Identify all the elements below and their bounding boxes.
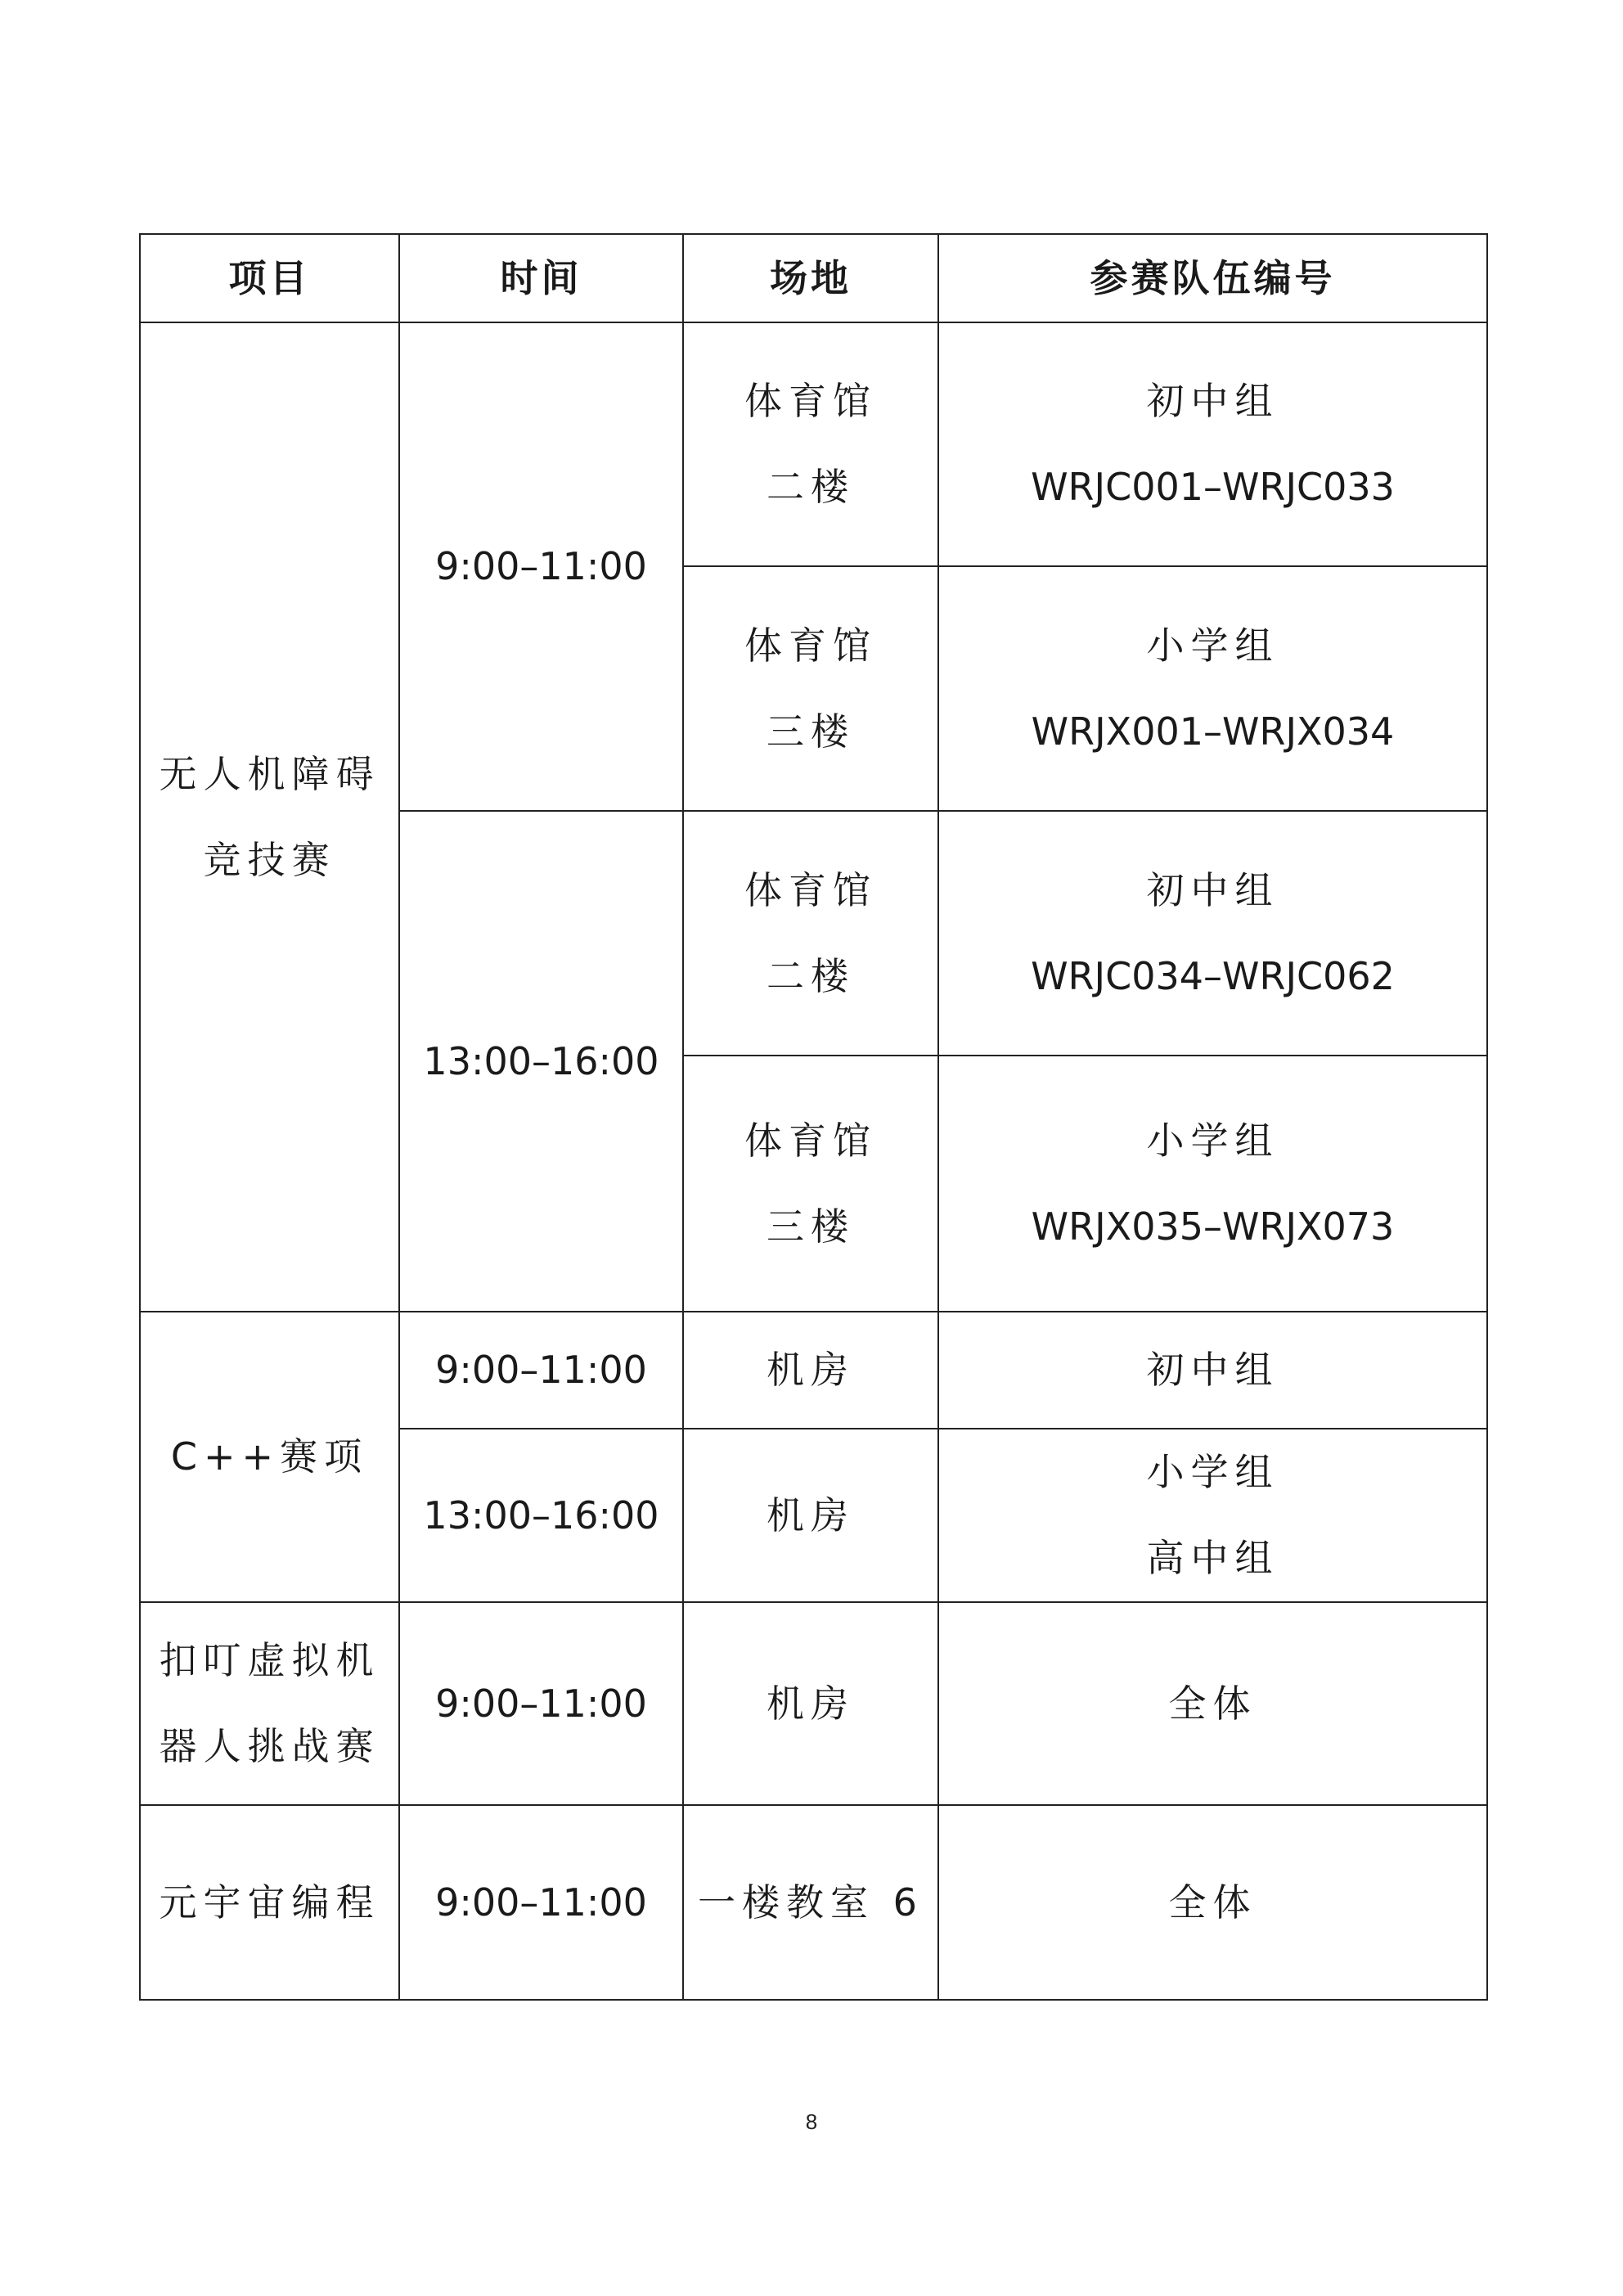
venue-line: 机房 <box>767 1348 855 1392</box>
venue-line: 三楼 <box>767 1204 855 1249</box>
table-row <box>140 322 1487 566</box>
item-line: 无人机障碍 <box>159 751 380 796</box>
item-line: C++赛项 <box>170 1434 369 1479</box>
teams-cell <box>938 1312 1487 1429</box>
venue-line: 二楼 <box>767 953 855 998</box>
venue-line: 一楼教室 6 <box>698 1880 924 1925</box>
item-cell <box>140 1602 399 1805</box>
header-item: 项目 <box>140 234 399 322</box>
venue-cell <box>683 1602 938 1805</box>
page-number: 8 <box>805 2109 818 2134</box>
time-cell: 9:00–11:00 <box>399 322 683 811</box>
item-line: 元宇宙编程 <box>159 1880 380 1925</box>
item-cell <box>140 322 399 1312</box>
venue-line: 机房 <box>767 1681 855 1726</box>
item-line: 扣叮虚拟机 <box>159 1638 380 1682</box>
teams-cell <box>938 1602 1487 1805</box>
venue-cell <box>683 1429 938 1602</box>
venue-line: 三楼 <box>767 709 855 754</box>
group-name: 小学组 <box>1146 1118 1279 1163</box>
group-name: 全体 <box>1168 1681 1257 1726</box>
header-teams: 参赛队伍编号 <box>938 234 1487 322</box>
time-cell: 9:00–11:00 <box>399 1312 683 1429</box>
group-name: 初中组 <box>1146 867 1279 912</box>
venue-line: 体育馆 <box>744 1118 877 1163</box>
teams-cell <box>938 1056 1487 1312</box>
team-range: WRJX035–WRJX073 <box>1031 1204 1395 1249</box>
venue-line: 体育馆 <box>744 379 877 423</box>
group-name: 初中组 <box>1146 1348 1279 1392</box>
venue-cell <box>683 1805 938 2000</box>
venue-line: 二楼 <box>767 465 855 509</box>
venue-cell <box>683 811 938 1056</box>
header-time: 时间 <box>399 234 683 322</box>
schedule-table <box>139 233 1488 2001</box>
team-range: WRJX001–WRJX034 <box>1031 709 1395 754</box>
team-range: WRJC001–WRJC033 <box>1031 465 1395 509</box>
venue-cell <box>683 1312 938 1429</box>
venue-line: 体育馆 <box>744 623 877 668</box>
table-row <box>140 1805 1487 2000</box>
group-name: 高中组 <box>1146 1536 1279 1580</box>
teams-cell <box>938 322 1487 566</box>
header-venue: 场地 <box>683 234 938 322</box>
group-name: 全体 <box>1168 1880 1257 1925</box>
item-cell <box>140 1312 399 1602</box>
team-range: WRJC034–WRJC062 <box>1031 953 1395 998</box>
teams-cell <box>938 1429 1487 1602</box>
item-cell <box>140 1805 399 2000</box>
item-line: 器人挑战赛 <box>159 1724 380 1768</box>
time-cell: 9:00–11:00 <box>399 1602 683 1805</box>
table-row <box>140 1312 1487 1429</box>
time-cell: 13:00–16:00 <box>399 811 683 1312</box>
venue-cell <box>683 322 938 566</box>
group-name: 初中组 <box>1146 379 1279 423</box>
teams-cell <box>938 811 1487 1056</box>
time-cell: 13:00–16:00 <box>399 1429 683 1602</box>
venue-cell <box>683 1056 938 1312</box>
venue-cell <box>683 566 938 811</box>
teams-cell <box>938 1805 1487 2000</box>
item-line: 竞技赛 <box>203 837 336 882</box>
table-row <box>140 1602 1487 1805</box>
group-name: 小学组 <box>1146 623 1279 668</box>
header-row <box>140 234 1487 322</box>
time-cell: 9:00–11:00 <box>399 1805 683 2000</box>
teams-cell <box>938 566 1487 811</box>
venue-line: 机房 <box>767 1492 855 1537</box>
group-name: 小学组 <box>1146 1450 1279 1494</box>
venue-line: 体育馆 <box>744 867 877 912</box>
